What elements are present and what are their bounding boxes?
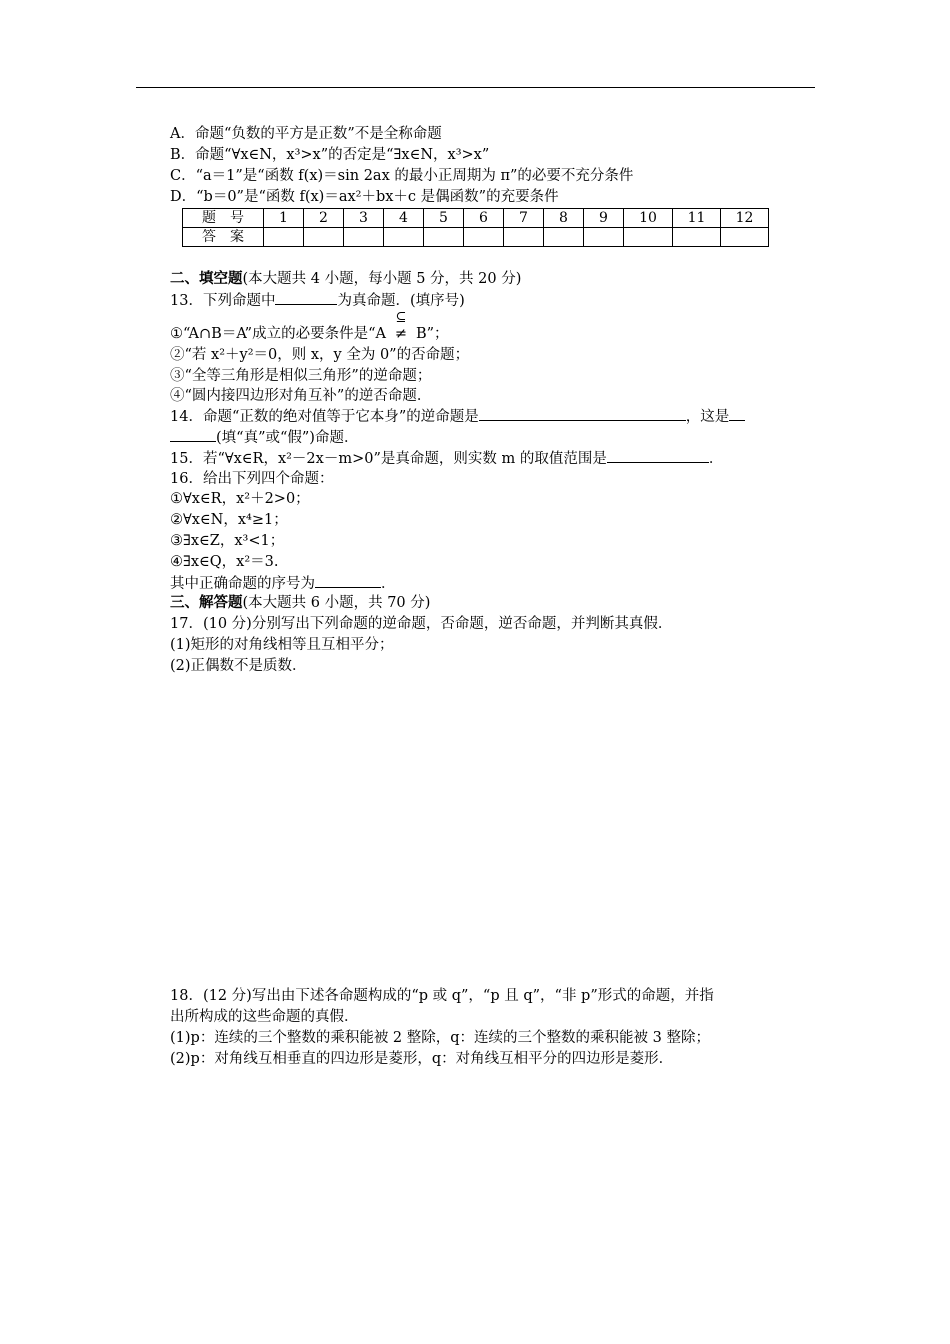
q13-item3: ③“全等三角形是相似三角形”的逆命题； [170,368,432,384]
answer-cell[interactable] [721,228,769,247]
number-cell: 10 [624,209,673,228]
q14-c: (填“真”或“假”)命题． [216,430,359,446]
q16-tail-b: ． [381,576,396,592]
answer-cell[interactable] [673,228,721,247]
answer-cell[interactable] [344,228,384,247]
q18-item1: (1)p：连续的三个整数的乘积能被 2 整除，q：连续的三个整数的乘积能被 3 整除； [170,1030,710,1046]
q13-stem-a: 13．下列命题中 [170,293,276,309]
number-cell: 2 [304,209,344,228]
q16-item4: ④∃x∈Q，x²＝3. [170,554,279,570]
q16-stem: 16．给出下列四个命题： [170,471,334,487]
number-cell: 6 [464,209,504,228]
section3-title: 三、解答题 [170,594,243,611]
number-cell: 8 [544,209,584,228]
q13-item1 [170,310,449,344]
q17-item1: (1)矩形的对角线相等且互相平分； [170,637,394,653]
section2-heading [170,269,521,289]
answer-table-header-row [183,209,769,228]
answer-table [182,208,769,247]
answer-cell[interactable] [384,228,424,247]
q14-a: 14．命题“正数的绝对值等于它本身”的逆命题是 [170,409,479,425]
proper-subset-symbol [386,310,416,344]
number-cell: 4 [384,209,424,228]
q14-b: ，这是 [685,409,730,425]
q16-tail [170,573,396,594]
number-cell: 5 [424,209,464,228]
q13-stem [170,290,465,311]
answer-cell[interactable] [304,228,344,247]
q18-item2: (2)p：对角线互相垂直的四边形是菱形，q：对角线互相平分的四边形是菱形． [170,1051,674,1067]
q18-stem-line1: 18．(12 分)写出由下述各命题构成的“p 或 q”，“p 且 q”，“非 p”形式的命题，并指 [170,988,714,1004]
answer-cell[interactable] [424,228,464,247]
number-cell: 1 [264,209,304,228]
neq-glyph: ≠ [394,326,408,342]
answer-cell[interactable] [624,228,673,247]
option-a: A．命题“负数的平方是正数”不是全称命题 [170,126,442,142]
answer-cell[interactable] [464,228,504,247]
answer-cell[interactable] [584,228,624,247]
q15-a: 15．若“∀x∈R，x²－2x－m>0”是真命题，则实数 m 的取值范围是 [170,451,607,467]
answer-table-answer-row [183,228,769,247]
answer-cell[interactable] [264,228,304,247]
number-cell: 11 [673,209,721,228]
number-cell: 3 [344,209,384,228]
q16-item2: ②∀x∈N，x⁴≥1； [170,512,288,528]
q13-item1-a: ①“A∩B＝A”成立的必要条件是“A [170,326,386,342]
section3-heading [170,593,430,613]
q13-item4: ④“圆内接四边形对角互补”的逆否命题． [170,388,432,404]
q14-blank1[interactable] [479,406,686,421]
q13-blank[interactable] [275,290,337,305]
subset-glyph: ⊆ [395,310,407,325]
option-b: B．命题“∀x∈N，x³>x”的否定是“∃x∈N，x³>x” [170,147,490,163]
q16-blank[interactable] [315,573,381,588]
q18-stem-line2: 出所构成的这些命题的真假． [170,1009,359,1025]
q14-blank2-start[interactable] [729,406,745,421]
q17-item2: (2)正偶数不是质数． [170,658,307,674]
option-d: D．“b＝0”是“函数 f(x)＝ax²＋bx＋c 是偶函数”的充要条件 [170,189,559,205]
q13-item1-b: B”； [415,326,449,342]
q16-item1: ①∀x∈R，x²＋2>0； [170,491,310,507]
q14-line2 [170,427,358,448]
number-cell: 12 [721,209,769,228]
q16-tail-a: 其中正确命题的序号为 [170,576,315,592]
section2-title: 二、填空题 [170,270,243,287]
q15-b: ． [708,451,724,467]
q15-blank[interactable] [607,448,709,463]
answer-cell[interactable] [504,228,544,247]
q15 [170,448,723,469]
q14-blank2-end[interactable] [170,427,216,442]
header-rule [136,87,815,88]
option-c: C．“a＝1”是“函数 f(x)＝sin 2ax 的最小正周期为 π”的必要不充分条件 [170,168,634,184]
header-label-cell: 题 号 [183,209,264,228]
section2-note: (本大题共 4 小题，每小题 5 分，共 20 分) [242,271,522,287]
q16-item3: ③∃x∈Z，x³<1； [170,533,285,549]
answer-label-cell: 答 案 [183,228,264,247]
number-cell: 7 [504,209,544,228]
q13-item2: ②“若 x²＋y²＝0，则 x，y 全为 0”的否命题； [170,347,470,363]
number-cell: 9 [584,209,624,228]
section3-note: (本大题共 6 小题，共 70 分) [242,595,431,611]
q14-line1 [170,406,745,427]
answer-cell[interactable] [544,228,584,247]
q17-stem: 17．(10 分)分别写出下列命题的逆命题，否命题，逆否命题，并判断其真假． [170,616,673,632]
q13-stem-b: 为真命题．(填序号) [337,293,465,309]
